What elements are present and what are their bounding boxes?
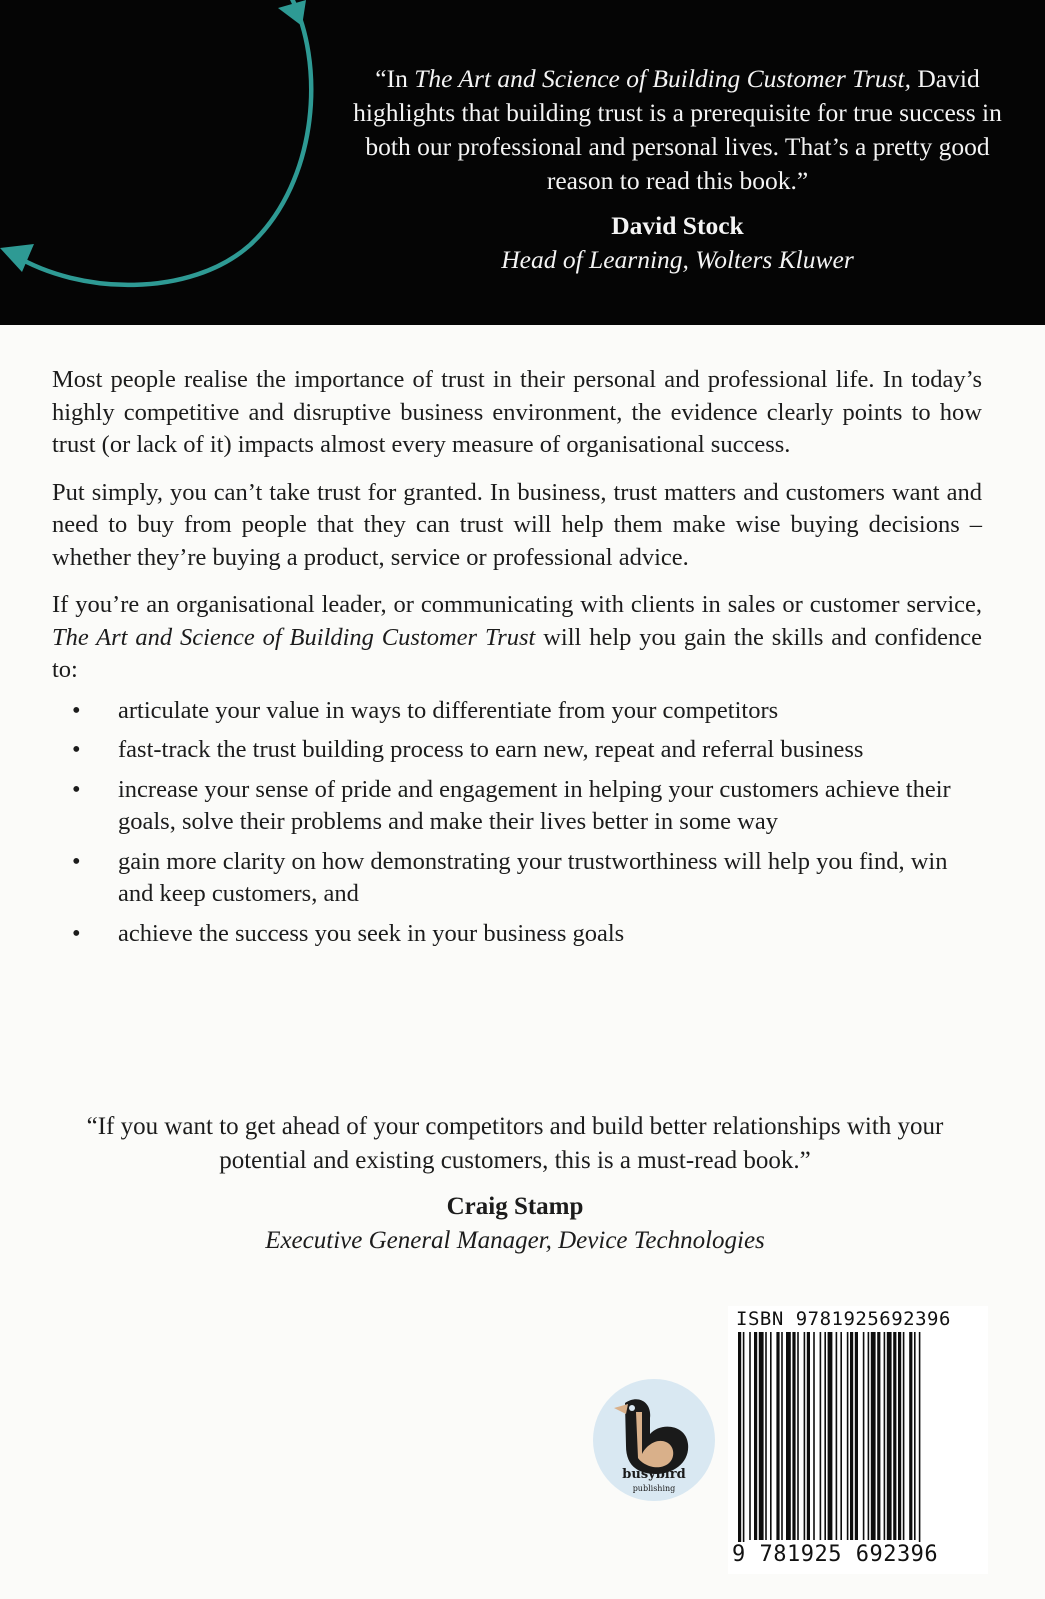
endorsement-bottom-role: Executive General Manager, Device Technologies xyxy=(265,1227,765,1254)
barcode-bar xyxy=(804,1332,806,1540)
barcode-digits: 9 781925 692396 xyxy=(732,1542,939,1567)
blurb-paragraph-1: Most people realise the importance of trust in their personal and professional life. In today’s highly competitive and disruptive business environment, the evidence clearly points to how trust (or lack of it) impacts almost every measure of organisational success. xyxy=(52,366,982,458)
barcode-bar xyxy=(754,1332,757,1540)
barcode-bar xyxy=(759,1332,764,1540)
barcode-bar xyxy=(909,1332,912,1540)
barcode-bar xyxy=(828,1332,833,1540)
barcode-bar xyxy=(776,1332,779,1540)
blurb-paragraph-3: If you’re an organisational leader, or communicating with clients in sales or customer service, The Art and Science of Building Customer Trust will help you gain the skills and confidence to: xyxy=(52,591,983,683)
barcode-bar xyxy=(871,1332,876,1540)
barcode-bar xyxy=(898,1332,901,1540)
endorsement-top-quote: “In The Art and Science of Building Customer Trust, David highlights that building trust is a prerequisite for true success in both our professional and personal lives. That’s a pretty good reason to read this book.” xyxy=(353,64,1002,195)
endorsement-bottom xyxy=(40,1110,990,1258)
barcode-bars xyxy=(728,1332,988,1572)
publisher-name: busybird xyxy=(622,1467,686,1482)
barcode-bar xyxy=(824,1332,826,1540)
endorsement-top-role: Head of Learning, Wolters Kluwer xyxy=(501,245,854,274)
list-item: • increase your sense of pride and engagement in helping your customers achieve their goals, solve their problems and make their lives better in some way xyxy=(52,774,988,839)
barcode-bar xyxy=(781,1332,783,1540)
cycle-arrow-icon xyxy=(0,0,330,325)
barcode-bar xyxy=(893,1332,896,1540)
barcode xyxy=(728,1306,988,1574)
barcode-bar xyxy=(919,1332,921,1556)
endorsement-top-name: David Stock xyxy=(611,211,744,240)
barcode-bar xyxy=(813,1332,815,1540)
barcode-bar xyxy=(749,1332,751,1540)
barcode-bar xyxy=(850,1332,853,1540)
book-title: The Art and Science of Building Customer Trust, xyxy=(414,64,911,93)
top-band xyxy=(0,0,1045,325)
book-title: The Art and Science of Building Customer Trust xyxy=(52,623,536,651)
barcode-bar xyxy=(786,1332,791,1540)
barcode-bar xyxy=(868,1332,870,1540)
barcode-bar xyxy=(743,1332,745,1556)
barcode-bar xyxy=(765,1332,767,1540)
endorsement-bottom-name: Craig Stamp xyxy=(446,1193,584,1220)
barcode-bar xyxy=(884,1332,886,1540)
barcode-bar xyxy=(792,1332,795,1540)
blurb xyxy=(52,364,982,957)
barcode-bar xyxy=(840,1332,842,1540)
publisher-logo xyxy=(590,1378,720,1504)
barcode-bar xyxy=(738,1332,741,1556)
list-item: • achieve the success you seek in your business goals xyxy=(52,918,988,951)
barcode-bar xyxy=(855,1332,858,1540)
isbn-label: ISBN 9781925692396 xyxy=(736,1308,951,1330)
barcode-bar xyxy=(836,1332,838,1540)
list-item: • fast-track the trust building process to earn new, repeat and referral business xyxy=(52,734,988,767)
barcode-bar xyxy=(797,1332,799,1540)
blurb-paragraph-2: Put simply, you can’t take trust for granted. In business, trust matters and customers want and need to buy from people that they can trust will help them make wise buying decisions – whether they’re buying a product, service or professional advice. xyxy=(52,478,982,571)
barcode-bar xyxy=(887,1332,892,1540)
barcode-bar xyxy=(807,1332,810,1540)
endorsement-top xyxy=(345,62,1010,277)
barcode-bar xyxy=(863,1332,865,1540)
barcode-bar xyxy=(903,1332,905,1540)
publisher-sub: publishing xyxy=(632,1484,676,1493)
list-item: • articulate your value in ways to differentiate from your competitors xyxy=(52,695,988,728)
barcode-bar xyxy=(847,1332,849,1540)
barcode-bar xyxy=(914,1332,916,1540)
barcode-bar xyxy=(770,1332,772,1540)
endorsement-bottom-quote: “If you want to get ahead of your competitors and build better relationships with your potential and existing customers, this is a must-read book.” xyxy=(86,1113,944,1174)
barcode-bar xyxy=(877,1332,880,1540)
list-item: • gain more clarity on how demonstrating your trustworthiness will help you find, win and keep customers, and xyxy=(52,846,988,911)
barcode-bar xyxy=(820,1332,822,1540)
benefits-list xyxy=(52,695,982,951)
